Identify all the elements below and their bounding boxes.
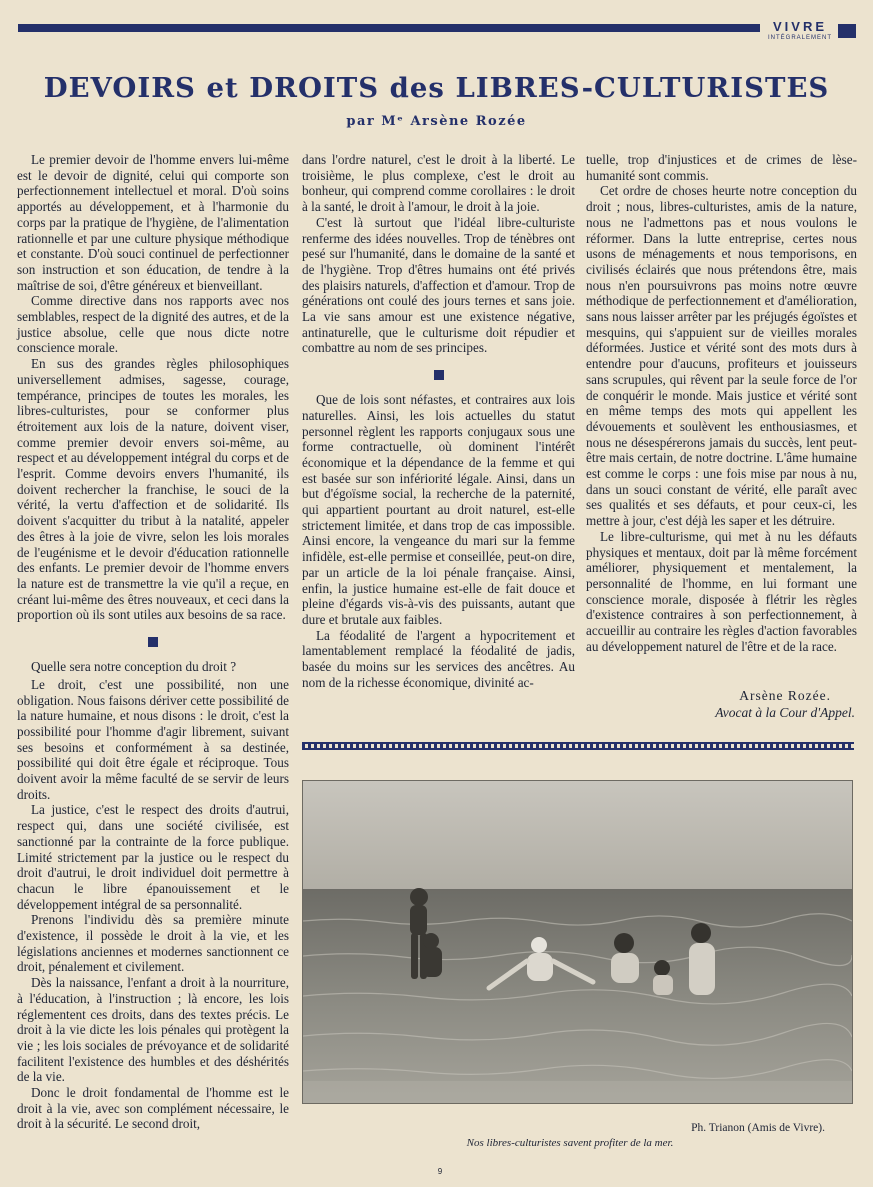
- brand-subtitle: INTÉGRALEMENT: [768, 35, 833, 41]
- header-rule: [18, 24, 760, 32]
- paragraph: dans l'ordre naturel, c'est le droit à la liberté. Le troisième, le plus complexe, c'est le droit au bonheur, qui comprend comme corollaires : le droit à la santé, le droit à l'amour, le droit à la joie.: [302, 152, 575, 215]
- paragraph: tuelle, trop d'injustices et de crimes de lèse-humanité sont commis.: [586, 152, 857, 183]
- header-corner-block: [838, 24, 856, 38]
- paragraph: Prenons l'individu dès sa première minute d'existence, il possède le droit à la vie, et les législations anciennes et modernes sanctionnent ce droit, pénalement et civilement.: [17, 912, 289, 975]
- photo-caption: Nos libres-culturistes savent profiter de la mer.: [466, 1137, 674, 1149]
- author-title: Avocat à la Cour d'Appel.: [715, 705, 855, 720]
- author-signature: Arsène Rozée.: [739, 688, 831, 703]
- section-question: Quelle sera notre conception du droit ?: [31, 659, 237, 675]
- paragraph: Le droit, c'est une possibilité, non une obligation. Nous faisons dériver cette possibilité de la nature humaine, et nous disons : le droit, c'est la possibilité pour l'homme d'agir librement, suivant ses besoins et conformément à sa destinée, possibilité qui doit être égale et réciproque. Tous doivent avoir la même faculté de se servir de leurs droits.: [17, 676, 289, 802]
- section-separator-mark: [148, 637, 158, 647]
- text-column-1: [17, 152, 289, 1132]
- paragraph: Comme directive dans nos rapports avec nos semblables, respect de la dignité des autres, et de la justice absolue, celle que nous dicte notre conscience morale.: [17, 293, 289, 356]
- text-column-3: [586, 152, 857, 655]
- paragraph: Le libre-culturisme, qui met à nu les défauts physiques et mentaux, doit par là même forcément améliorer, physiquement et mentalement, la personnalité de l'homme, en lui formant une conscience morale, disposée à flétrir les règles d'existence contraires à son perfectionnement, à accueillir au contraire les règles d'action favorables au développement naturel de l'être et de la race.: [586, 528, 857, 654]
- photo-credit: Ph. Trianon (Amis de Vivre).: [691, 1122, 825, 1134]
- magazine-brand: [768, 20, 832, 42]
- paragraph: Le premier devoir de l'homme envers lui-même est le devoir de dignité, celui qui comporte son perfectionnement intellectuel et moral. D'où soins apportés au développement, et à l'harmonie du corps par la pratique de l'hygiène, de l'alimentation rationnelle et par une culture physique méthodique et constante. D'où souci continuel de perfectionner son instruction et son éducation, de tendre à la maîtrise de soi, d'être généreux et bienveillant.: [17, 152, 289, 293]
- paragraph: Donc le droit fondamental de l'homme est le droit à la vie, avec son complément nécessaire, le droit à la sécurité. Le second droit,: [17, 1085, 289, 1132]
- paragraph: Cet ordre de choses heurte notre conception du droit ; nous, libres-culturistes, amis de la nature, nous ne l'admettons pas et nous voulons le réformer. Dans la lutte entreprise, certes nous usons de ménagements et nous temporisons, en civilisés éclairés que nous prétendons être, mais nous n'en poursuivrons pas moins notre œuvre méthodique de perfectionnement et d'amélioration, sans nous laisser arrêter par les préjugés égoïstes et mesquins, qui s'appuient sur de vieilles morales déformées. Justice et vérité sont des mots durs à entendre pour d'aucuns, profiteurs et jouisseurs sans scrupules, qui rêvent par la seule force de l'or de conquérir le monde. Mais justice et vérité sont en même temps des mots qui appellent les dévouements et soulèvent les enthousiasmes, et nous ne désespérerons jamais du succès, lent peut-être mais certain, de notre doctrine. L'âme humaine est comme le corps : une fois mise par nous à nu, dans un souci constant de vérité, elle paraît avec ses qualités et ses défauts, et pour ceux-ci, les mettre à jour, c'est déjà les saper et les détruire.: [586, 183, 857, 529]
- paragraph: La justice, c'est le respect des droits d'autrui, respect qui, dans une société civilisée, est sanctionné par la contrainte de la force publique. Limité strictement par la justice ou le respect du droit d'autrui, le droit individuel doit permettre à chacun le libre épanouissement et le développement intégral de sa personnalité.: [17, 802, 289, 912]
- beach-photo: [302, 780, 853, 1104]
- decorative-divider: [302, 742, 854, 750]
- brand-title: VIVRE: [772, 19, 827, 34]
- paragraph: La féodalité de l'argent a hypocritement et lamentablement remplacé la féodalité de jadis, basée du moins sur les services des ancêtres. Au nom de la richesse économique, divinité ac-: [302, 627, 575, 690]
- text-column-2: [302, 152, 575, 691]
- section-separator-mark: [434, 370, 444, 380]
- photo-illustration: [303, 781, 852, 1103]
- article-byline: par Mᵉ Arsène Rozée: [346, 114, 527, 129]
- paragraph: C'est là surtout que l'idéal libre-culturiste renferme des idées nouvelles. Trop de ténèbres ont pesé sur l'humanité, dans le domaine de la santé et de l'hygiène. Trop d'êtres humains ont été privés des plaisirs naturels, d'affection et d'amour. Trop de générations ont coulé des jours ternes et sans joie. La vie sans amour est une existence négative, antinaturelle, que le culturisme doit répudier et combattre au nom de ses principes.: [302, 214, 575, 356]
- paragraph: Dès la naissance, l'enfant a droit à la nourriture, à l'éducation, à l'instruction ; là encore, les lois réglementent ces droits, dans des textes précis. Le droit à la vie dicte les lois pénales qui protègent la vie ; les lois sociales de prévoyance et de solidarité facilitent l'existence des humbles et des déshérités de la vie.: [17, 975, 289, 1085]
- page-number: 9: [437, 1167, 443, 1176]
- article-title: DEVOIRS et DROITS des LIBRES-CULTURISTES: [43, 72, 830, 104]
- paragraph: En sus des grandes règles philosophiques universellement admises, sagesse, courage, tempérance, principes de toutes les morales, les libres-culturistes, pour se conformer plus étroitement aux lois de la nature, doivent viser, comme premier devoir envers soi-même, au respect et au développement intégral du corps et de l'esprit. Comme devoirs envers l'humanité, ils doivent rechercher la franchise, le souci de la vérité, la vertu d'affection et de solidarité. Ils doivent s'acquitter du tribut à la natalité, appeler des êtres à la joie de vivre, selon les lois morales de l'eugénisme et le devoir d'éducation rationnelle des enfants. Le premier devoir de l'homme envers la nature est de transmettre la vie qu'il a reçue, en créant lui-même des êtres nouveaux, et ceci dans la proportion où ils sont utiles aux besoins de sa race.: [17, 356, 289, 623]
- paragraph: Que de lois sont néfastes, et contraires aux lois naturelles. Ainsi, les lois actuelles du statut personnel règlent les rapports conjugaux sous une forme contractuelle, où dominent l'intérêt économique et la dépendance de la femme et qui est basée sur son infériorité légale. Ainsi, dans un but d'égoïsme social, la recherche de la paternité, qui appartient pourtant au droit naturel, est-elle strictement limitée, et dans trop de cas impossible. Ainsi encore, la vengeance du mari sur la femme infidèle, est-elle permise et conseillée, peut-on dire, par un article de la loi pénale française. Ainsi, enfin, la justice humaine est-elle de fait douce et pleine d'égards vis-à-vis des puissants, autant que dure et brutale aux faibles.: [302, 392, 575, 627]
